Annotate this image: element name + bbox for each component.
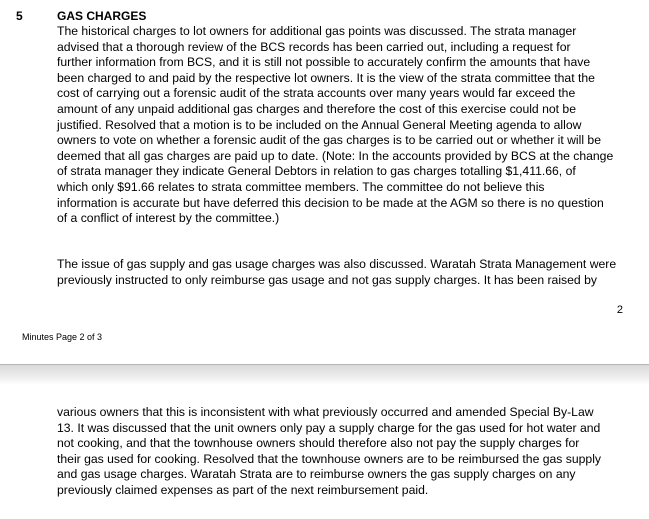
text-line: and gas usage charges. Waratah Strata are to reimburse owners the gas supply charges on any [57, 467, 576, 482]
text-line: cost of carrying out a forensic audit of the strata accounts over many years would far exceed the [57, 86, 576, 101]
text-line: further information from BCS, and it is still not possible to accurately confirm the amounts that have [57, 55, 591, 70]
text-line: of strata manager they indicate General Debtors in relation to gas charges totalling $1,411.66, of [57, 164, 576, 179]
text-line: deemed that all gas charges are paid up to date. (Note: In the accounts provided by BCS at the change [57, 148, 614, 163]
item-heading: GAS CHARGES [57, 9, 147, 23]
text-line: justified. Resolved that a motion is to be included on the Annual General Meeting agenda to allow [57, 117, 582, 132]
paragraph-gas-charges-history [57, 24, 627, 227]
text-line: 13. It was discussed that the unit owners only pay a supply charge for the gas used for hot water and [57, 420, 601, 435]
page-footer: Minutes Page 2 of 3 [22, 332, 103, 342]
text-line: previously claimed expenses as part of the next reimbursement paid. [57, 482, 429, 497]
text-line: various owners that this is inconsistent with what previously occurred and amended Special By-Law [57, 405, 594, 419]
paragraph-gas-supply-continued [57, 405, 627, 499]
text-line: of a conflict of interest by the committee.) [57, 211, 280, 226]
text-line: information is accurate but have deferred this decision to be made at the AGM so there is no question [57, 195, 604, 210]
text-line: owners to vote on whether a forensic audit of the gas charges is to be carried out or whether it will be [57, 133, 601, 148]
text-line: been charged to and paid by the respective lot owners. It is the view of the strata committee that the [57, 70, 595, 85]
text-line: which only $91.66 relates to strata committee members. The committee do not believe this [57, 179, 545, 194]
text-line: amount of any unpaid additional gas charges and therefore the cost of this exercise could not be [57, 101, 576, 116]
text-line: advised that a thorough review of the BCS records has been carried out, including a request for [57, 39, 571, 54]
text-line: The historical charges to lot owners for additional gas points was discussed. The strata manager [57, 24, 577, 38]
text-line: The issue of gas supply and gas usage charges was also discussed. Waratah Strata Management were [57, 257, 617, 271]
page-separator [0, 364, 649, 385]
text-line: previously instructed to only reimburse gas usage and not gas supply charges. It has been raised by [57, 272, 597, 287]
text-line: not cooking, and that the townhouse owners should therefore also not pay the supply charges for [57, 436, 580, 451]
text-line: their gas used for cooking. Resolved that the townhouse owners are to be reimbursed the gas supply [57, 451, 602, 466]
paragraph-gas-supply-charges [57, 257, 627, 288]
page-number: 2 [616, 304, 623, 316]
item-number: 5 [16, 9, 23, 23]
